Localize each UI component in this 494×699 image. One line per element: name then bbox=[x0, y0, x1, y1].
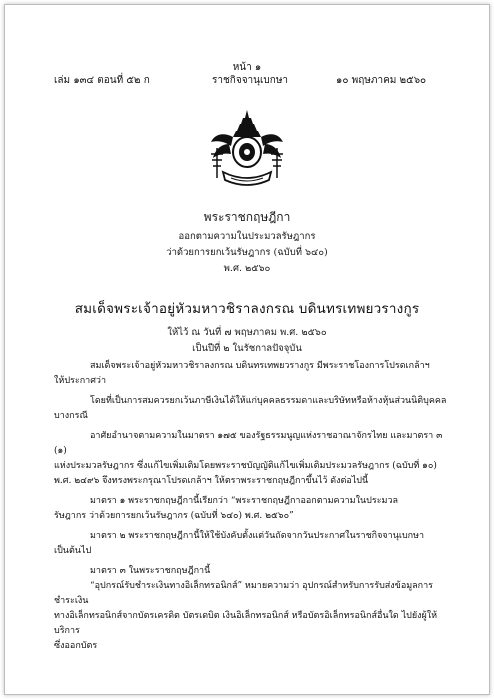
section-3-line: ทางอิเล็กทรอนิกส์จากบัตรเครดิต บัตรเดบิต เงินอิเล็กทรอนิกส์ หรือบัตรอิเล็กทรอนิกส์อื่นใด ไปยังผู้ให้บริการ bbox=[54, 611, 438, 636]
paragraph-line: อาศัยอำนาจตามความในมาตรา ๑๗๕ ของรัฐธรรมนูญแห่งราชอาณาจักรไทย และมาตรา ๓ (๑) bbox=[54, 431, 443, 456]
section-2-line: เป็นต้นไป bbox=[54, 546, 92, 556]
section-1-line: มาตรา ๑ พระราชกฤษฎีกานี้เรียกว่า “พระราชกฤษฎีกาออกตามความในประมวล bbox=[90, 496, 399, 506]
section-3-line: ซึ่งออกบัตร bbox=[54, 641, 98, 651]
section-3-line: “อุปกรณ์รับชำระเงินทางอิเล็กทรอนิกส์” หมายความว่า อุปกรณ์สำหรับการรับส่งข้อมูลการชำระเงิน bbox=[54, 581, 434, 606]
page-number: หน้า ๑ bbox=[232, 62, 262, 73]
gazette-name: ราชกิจจานุเบกษา bbox=[212, 75, 289, 86]
paragraph-line: ให้ประกาศว่า bbox=[54, 376, 107, 386]
volume-issue: เล่ม ๑๓๔ ตอนที่ ๕๒ ก bbox=[54, 75, 150, 86]
decree-subtitle-1: ออกตามความในประมวลรัษฎากร bbox=[178, 231, 316, 242]
decree-year: พ.ศ. ๒๕๖๐ bbox=[223, 263, 271, 274]
paragraph-line: โดยที่เป็นการสมควรยกเว้นภาษีเงินได้ให้แก่บุคคลธรรมดาและบริษัทหรือห้างหุ้นส่วนนิติบุคคล bbox=[90, 396, 447, 406]
decree-title: พระราชกฤษฎีกา bbox=[203, 210, 291, 224]
royal-emblem-icon bbox=[205, 108, 289, 192]
gazette-date: ๑๐ พฤษภาคม ๒๕๖๐ bbox=[336, 75, 427, 86]
section-1-line: รัษฎากร ว่าด้วยการยกเว้นรัษฎากร (ฉบับที่ ๖๔๐) พ.ศ. ๒๕๖๐” bbox=[54, 511, 294, 521]
paragraph-line: พ.ศ. ๒๔๙๖ จึงทรงพระกรุณาโปรดเกล้าฯ ให้ตราพระราชกฤษฎีกาขึ้นไว้ ดังต่อไปนี้ bbox=[54, 476, 369, 486]
reign-year: เป็นปีที่ ๒ ในรัชกาลปัจจุบัน bbox=[192, 343, 302, 354]
king-name: สมเด็จพระเจ้าอยู่หัวมหาวชิราลงกรณ บดินทรเทพยวรางกูร bbox=[74, 301, 420, 317]
paragraph-line: สมเด็จพระเจ้าอยู่หัวมหาวชิราลงกรณ บดินทรเทพยวรางกูร มีพระราชโองการโปรดเกล้าฯ bbox=[90, 361, 430, 371]
paragraph-line: บางกรณี bbox=[54, 411, 88, 421]
given-date: ให้ไว้ ณ วันที่ ๗ พฤษภาคม พ.ศ. ๒๕๖๐ bbox=[167, 327, 327, 338]
decree-subtitle-2: ว่าด้วยการยกเว้นรัษฎากร (ฉบับที่ ๖๔๐) bbox=[166, 247, 328, 258]
section-3-line: มาตรา ๓ ในพระราชกฤษฎีกานี้ bbox=[90, 566, 211, 576]
paragraph-line: แห่งประมวลรัษฎากร ซึ่งแก้ไขเพิ่มเติมโดยพระราชบัญญัติแก้ไขเพิ่มเติมประมวลรัษฎากร (ฉบับที่ ๑๐) bbox=[54, 461, 437, 471]
decree-body bbox=[54, 359, 450, 654]
section-2-line: มาตรา ๒ พระราชกฤษฎีกานี้ให้ใช้บังคับตั้งแต่วันถัดจากวันประกาศในราชกิจจานุเบกษา bbox=[90, 531, 425, 541]
